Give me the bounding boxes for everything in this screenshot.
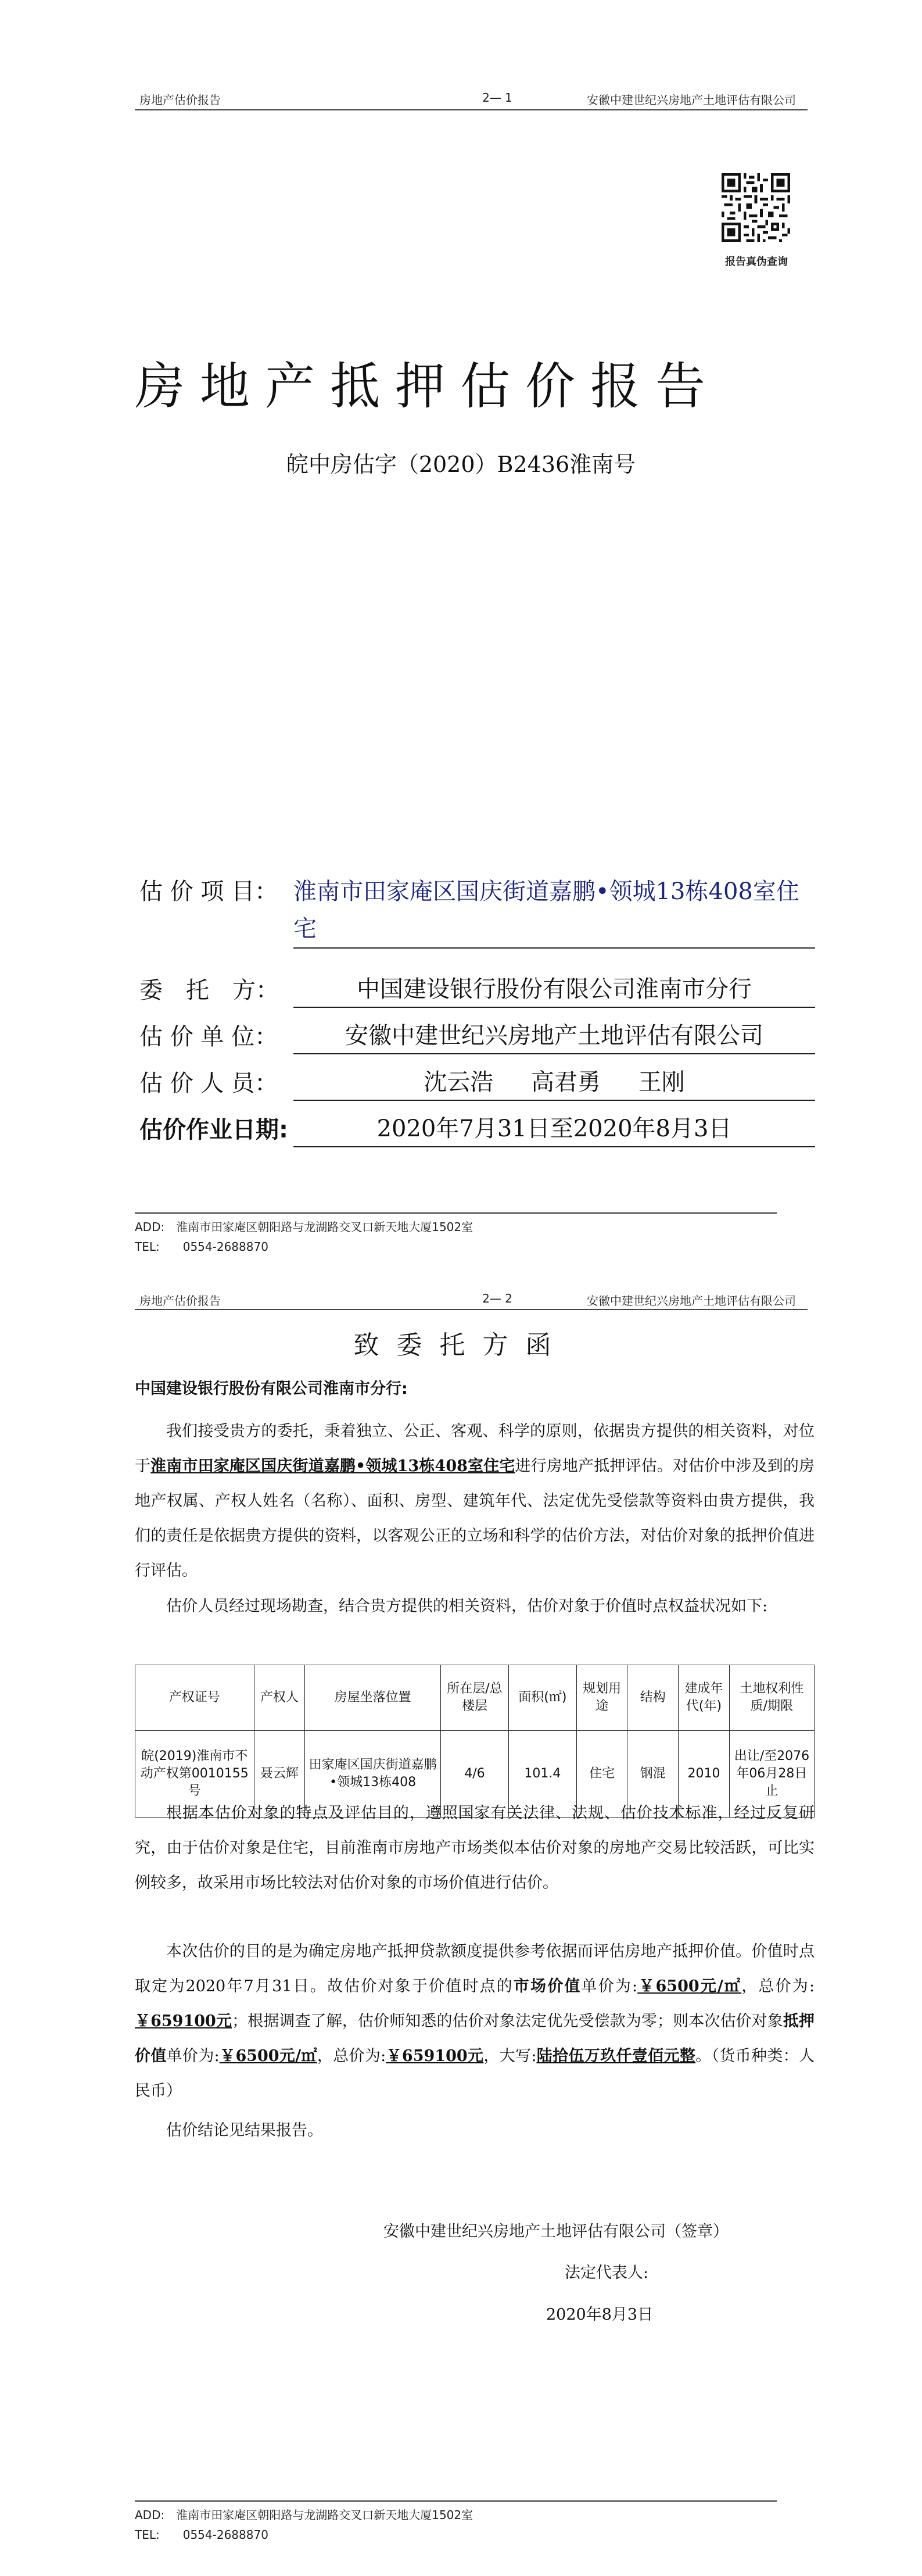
para-text: 单价为: [166, 2047, 220, 2065]
col-header: 面积(㎡) [508, 1665, 576, 1731]
table-cell: 聂云辉 [254, 1731, 305, 1817]
header-right: 安徽中建世纪兴房地产土地评估有限公司 [587, 1294, 796, 1308]
col-header: 土地权利性质/期限 [729, 1665, 814, 1731]
property-address: 淮南市田家庵区国庆街道嘉鹏•领城13栋408室住宅 [150, 1457, 515, 1475]
legal-representative: 法定代表人: [565, 2264, 649, 2282]
table-cell: 4/6 [441, 1731, 509, 1817]
footer [135, 1217, 473, 1257]
para-text: ，大写: [483, 2047, 537, 2065]
property-rights-table [135, 1665, 815, 1817]
col-header: 房屋坐落位置 [305, 1665, 441, 1731]
paragraph-see-results: 估价结论见结果报告。 [166, 2121, 323, 2139]
table-cell: 2010 [679, 1731, 730, 1817]
market-total-price: ￥659100元 [135, 2012, 232, 2030]
client-value: 中国建设银行股份有限公司淮南市分行 [293, 972, 815, 1008]
footer [135, 2505, 473, 2545]
table-cell: 出让/至2076年06月28日止 [729, 1731, 814, 1817]
footer-rule [135, 2500, 777, 2502]
col-header: 建成年代(年) [679, 1665, 730, 1731]
header-right: 安徽中建世纪兴房地产土地评估有限公司 [587, 93, 796, 107]
para-text: 进行房地产抵押评估。对估价中涉及到的房地产权属、产权人姓名（名称）、面积、房型、建筑年代、法定优先受偿款等资料由贵方提供，我们的责任是依据贵方提供的资料，以客观公正的立场和科学的估价方法，对估价对象的抵押价值进行评估。 [135, 1457, 815, 1580]
footer-address: ADD: 淮南市田家庵区朝阳路与龙湖路交叉口新天地大厦1502室 [135, 2508, 473, 2522]
col-header: 规划用途 [576, 1665, 627, 1731]
col-header: 产权人 [254, 1665, 305, 1731]
para-text: ；根据调查了解，估价师知悉的估价对象法定优先受偿款为零；则本次估价对象 [232, 2012, 783, 2030]
table-cell: 101.4 [508, 1731, 576, 1817]
market-value-label: 市场价值 [513, 1977, 582, 1995]
project-row [139, 873, 825, 954]
para-text: 本次估价的目的是为确定房地产抵押贷款额度提供参考依据而评估房地产抵押价值。价值时点取定为2020年7月31日。故估价对象于价值时点的 [135, 1942, 815, 1995]
letter-title: 致委托方函 [353, 1330, 569, 1360]
project-label: 估 价 项 目： [139, 878, 278, 905]
appraiser-name: 王刚 [638, 1069, 685, 1096]
appraisers-value [293, 1065, 815, 1101]
running-header [135, 1288, 808, 1309]
appraisers-label: 估 价 人 员： [139, 1070, 278, 1097]
header-rule [135, 109, 808, 110]
paragraph-survey: 估价人员经过现场勘查，结合贵方提供的相关资料，估价对象于价值时点权益状况如下: [166, 1597, 768, 1615]
appraiser-name: 沈云浩 [424, 1069, 494, 1096]
footer-address: ADD: 淮南市田家庵区朝阳路与龙湖路交叉口新天地大厦1502室 [135, 1220, 473, 1234]
col-header: 所在层/总楼层 [441, 1665, 509, 1731]
page-number: 2— 2 [482, 1291, 512, 1305]
client-label: 委 托 方： [139, 977, 279, 1004]
report-title: 房地产抵押估价报告 [135, 357, 720, 416]
footer-phone: TEL: 0554-2688870 [135, 1240, 268, 1254]
work-date-value: 2020年7月31日至2020年8月3日 [293, 1111, 815, 1147]
qr-code-icon[interactable] [722, 173, 790, 242]
document-number: 皖中房估字（2020）B2436淮南号 [286, 452, 636, 477]
addressee: 中国建设银行股份有限公司淮南市分行: [135, 1380, 408, 1398]
mortgage-total-price: ￥659100元 [386, 2047, 484, 2065]
table-cell: 皖(2019)淮南市不动产权第0010155号 [135, 1731, 254, 1817]
para-text: ，总价为: [741, 1977, 815, 1995]
qr-label: 报告真伪查询 [725, 256, 788, 268]
header-rule [135, 1309, 808, 1310]
col-header: 结构 [627, 1665, 679, 1731]
para-text: 。（货币种类：人民币） [135, 2047, 815, 2100]
col-header: 产权证号 [135, 1665, 254, 1731]
appraisal-unit-label: 估 价 单 位： [139, 1024, 278, 1050]
header-left: 房地产估价报告 [139, 93, 221, 107]
footer-rule [135, 1212, 777, 1214]
amount-in-words: 陆拾伍万玖仟壹佰元整 [536, 2047, 696, 2065]
market-unit-price: ￥6500元/㎡ [637, 1977, 742, 1995]
paragraph-commission [135, 1414, 815, 1588]
table-cell: 钢混 [627, 1731, 679, 1817]
running-header [135, 87, 808, 108]
paragraph-method: 根据本估价对象的特点及评估目的，遵照国家有关法律、法规、估价技术标准，经过反复研究，由于估价对象是住宅，目前淮南市房地产市场类似本估价对象的房地产交易比较活跃，可比实例较多，故采用市场比较法对估价对象的市场价值进行估价。 [135, 1804, 815, 1892]
para-text: ，总价为: [317, 2047, 386, 2065]
table-cell: 田家庵区国庆街道嘉鹏•领城13栋408 [305, 1731, 441, 1817]
appraisal-unit-value: 安徽中建世纪兴房地产土地评估有限公司 [293, 1018, 815, 1054]
project-value: 淮南市田家庵区国庆街道嘉鹏•领城13栋408室住宅 [293, 873, 815, 949]
signature-date: 2020年8月3日 [546, 2306, 654, 2324]
mortgage-value-label: 抵押价值 [135, 2012, 815, 2065]
work-date-label: 估价作业日期: [139, 1117, 288, 1143]
header-left: 房地产估价报告 [139, 1294, 221, 1308]
table-cell: 住宅 [576, 1731, 627, 1817]
paragraph-conclusion [135, 1934, 815, 2109]
signature-company: 安徽中建世纪兴房地产土地评估有限公司（签章） [383, 2223, 729, 2241]
appraiser-name: 高君勇 [531, 1069, 601, 1096]
page-number: 2— 1 [482, 91, 512, 105]
mortgage-unit-price: ￥6500元/㎡ [219, 2047, 317, 2065]
para-text: 我们接受贵方的委托，秉着独立、公正、客观、科学的原则，依据贵方提供的相关资料，对位于 [135, 1422, 815, 1475]
footer-phone: TEL: 0554-2688870 [135, 2528, 268, 2542]
table-header-row [135, 1665, 815, 1731]
para-text: 单价为: [581, 1977, 638, 1995]
